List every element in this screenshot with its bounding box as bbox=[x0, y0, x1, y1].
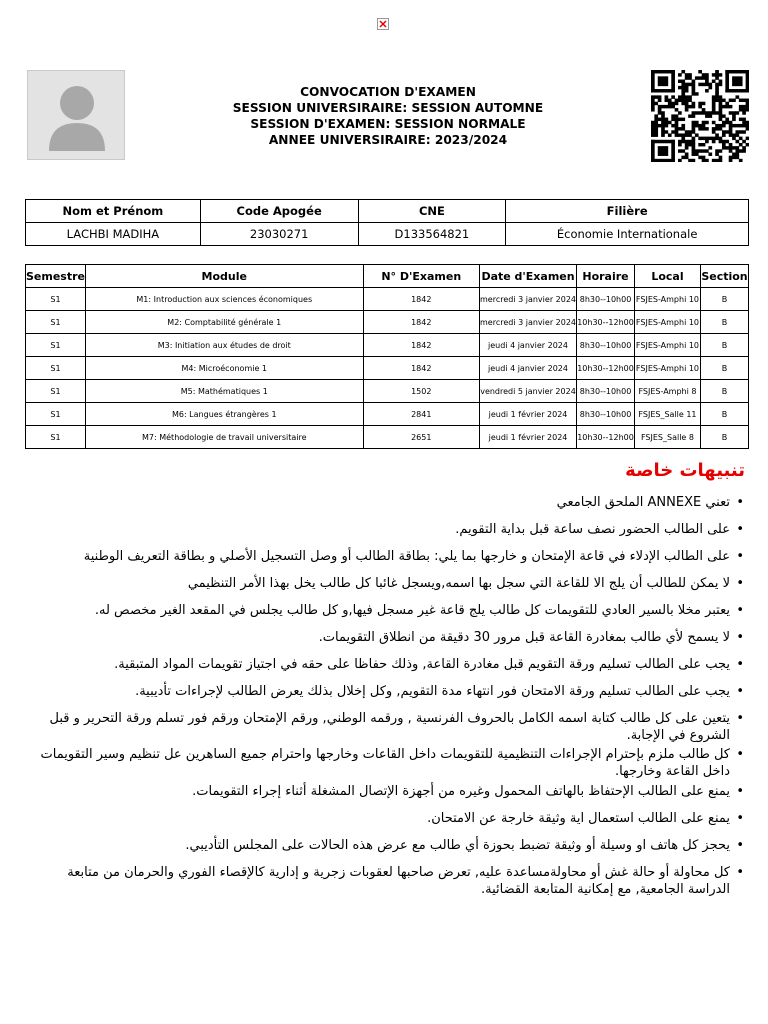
student-code-apogee: 23030271 bbox=[200, 223, 358, 246]
special-notices-title: تنبيهات خاصة bbox=[625, 460, 745, 481]
column-header-section: Section bbox=[700, 265, 748, 288]
notice-item: • على الطالب الحضور نصف ساعة قبل بداية التقويم. bbox=[30, 521, 744, 538]
student-info-header-row bbox=[26, 200, 749, 223]
exam-date: mercredi 3 janvier 2024 bbox=[480, 311, 577, 334]
column-header-code-apogee: Code Apogée bbox=[200, 200, 358, 223]
exam-section: B bbox=[700, 311, 748, 334]
notice-item: • لا يمكن للطالب أن يلج الا للقاعة التي سجل بها اسمه,ويسجل غائبا كل طالب يخل بهذا الأمر التنظيمي bbox=[30, 575, 744, 592]
notice-item: • على الطالب الإدلاء في قاعة الإمتحان و خارجها بما يلي: بطاقة الطالب أو وصل التسجيل الأصلي و بطاقة التعريف الوطنية bbox=[30, 548, 744, 565]
student-info-row bbox=[26, 223, 749, 246]
exam-date: vendredi 5 janvier 2024 bbox=[480, 380, 577, 403]
exam-horaire: 10h30--12h00 bbox=[577, 357, 635, 380]
notice-item: • يمنع على الطالب استعمال اية وثيقة خارجة عن الامتحان. bbox=[30, 810, 744, 827]
avatar-placeholder-icon bbox=[28, 71, 125, 160]
exam-header-row bbox=[26, 265, 749, 288]
column-header-cne: CNE bbox=[358, 200, 506, 223]
column-header-nom: Nom et Prénom bbox=[26, 200, 201, 223]
special-notices-list bbox=[30, 494, 744, 898]
exam-section: B bbox=[700, 357, 748, 380]
student-info-table bbox=[25, 199, 749, 246]
exam-module: M1: Introduction aux sciences économiques bbox=[86, 288, 364, 311]
exam-date: jeudi 4 janvier 2024 bbox=[480, 334, 577, 357]
exam-module: M6: Langues étrangères 1 bbox=[86, 403, 364, 426]
header-annee-universitaire: ANNEE UNIVERSIRAIRE: 2023/2024 bbox=[268, 133, 508, 147]
qr-code bbox=[651, 70, 749, 162]
exam-semestre: S1 bbox=[26, 403, 86, 426]
exam-horaire: 10h30--12h00 bbox=[577, 426, 635, 449]
header-session-universitaire: SESSION UNIVERSIRAIRE: SESSION AUTOMNE bbox=[232, 101, 544, 115]
student-name: LACHBI MADIHA bbox=[26, 223, 201, 246]
exam-section: B bbox=[700, 380, 748, 403]
exam-row bbox=[26, 357, 749, 380]
header-session-examen: SESSION D'EXAMEN: SESSION NORMALE bbox=[250, 117, 526, 131]
exam-numero: 2651 bbox=[363, 426, 479, 449]
exam-row bbox=[26, 426, 749, 449]
exam-local: FSJES-Amphi 10 bbox=[635, 288, 701, 311]
exam-semestre: S1 bbox=[26, 288, 86, 311]
exam-semestre: S1 bbox=[26, 334, 86, 357]
exam-numero: 1842 bbox=[363, 357, 479, 380]
exam-semestre: S1 bbox=[26, 357, 86, 380]
student-filiere: Économie Internationale bbox=[506, 223, 749, 246]
exam-row bbox=[26, 334, 749, 357]
notice-item: • كل طالب ملزم بإحترام الإجراءات التنظيمية للتقويمات داخل القاعات وخارجها واحترام جميع الساهرين عل تنظيم وسير التقويمات داخل القاعة وخارجها. bbox=[30, 746, 744, 780]
column-header-semestre: Semestre bbox=[26, 265, 86, 288]
column-header-horaire: Horaire bbox=[577, 265, 635, 288]
exam-local: FSJES-Amphi 10 bbox=[635, 311, 701, 334]
notice-item: • لا يسمح لأي طالب بمغادرة القاعة قبل مرور 30 دقيقة من انطلاق التقويمات. bbox=[30, 629, 744, 646]
exam-module: M5: Mathématiques 1 bbox=[86, 380, 364, 403]
exam-date: jeudi 1 février 2024 bbox=[480, 426, 577, 449]
exam-schedule-table bbox=[25, 264, 749, 449]
convocation-header bbox=[200, 84, 576, 148]
header-title: CONVOCATION D'EXAMEN bbox=[300, 85, 476, 99]
exam-horaire: 8h30--10h00 bbox=[577, 334, 635, 357]
column-header-module: Module bbox=[86, 265, 364, 288]
exam-local: FSJES_Salle 11 bbox=[635, 403, 701, 426]
exam-horaire: 10h30--12h00 bbox=[577, 311, 635, 334]
exam-row bbox=[26, 288, 749, 311]
exam-local: FSJES-Amphi 10 bbox=[635, 357, 701, 380]
exam-module: M3: Initiation aux études de droit bbox=[86, 334, 364, 357]
exam-semestre: S1 bbox=[26, 380, 86, 403]
exam-horaire: 8h30--10h00 bbox=[577, 288, 635, 311]
exam-horaire: 8h30--10h00 bbox=[577, 403, 635, 426]
notice-item: • يجب على الطالب تسليم ورقة التقويم قبل مغادرة القاعة, وذلك حفاظا على حقه في اجتياز تقويمات المواد المتبقية. bbox=[30, 656, 744, 673]
exam-section: B bbox=[700, 334, 748, 357]
exam-section: B bbox=[700, 426, 748, 449]
exam-section: B bbox=[700, 403, 748, 426]
notice-item: • يجب على الطالب تسليم ورقة الامتحان فور انتهاء مدة التقويم, وكل إخلال بذلك يعرض الطالب لإجراءات تأديبية. bbox=[30, 683, 744, 700]
notice-item: • يحجز كل هاتف او وسيلة أو وثيقة تضبط بحوزة أي طالب مع عرض هذه الحالات على المجلس التأديبي. bbox=[30, 837, 744, 854]
exam-row bbox=[26, 403, 749, 426]
column-header-filiere: Filière bbox=[506, 200, 749, 223]
exam-local: FSJES-Amphi 10 bbox=[635, 334, 701, 357]
exam-module: M4: Microéconomie 1 bbox=[86, 357, 364, 380]
exam-date: jeudi 1 février 2024 bbox=[480, 403, 577, 426]
exam-horaire: 8h30--10h00 bbox=[577, 380, 635, 403]
notice-item: • يعتبر مخلا بالسير العادي للتقويمات كل طالب يلج قاعة غير مسجل فيها,و كل طالب يجلس في المقعد الغير مخصص له. bbox=[30, 602, 744, 619]
exam-row bbox=[26, 380, 749, 403]
exam-module: M7: Méthodologie de travail universitaire bbox=[86, 426, 364, 449]
column-header-local: Local bbox=[635, 265, 701, 288]
exam-date: mercredi 3 janvier 2024 bbox=[480, 288, 577, 311]
notice-item: • يتعين على كل طالب كتابة اسمه الكامل بالحروف الفرنسية , ورقمه الوطني, ورقم الإمتحان ورقم فور تسلم ورقة التحرير و قبل الشروع في الإجابة. bbox=[30, 710, 744, 744]
exam-semestre: S1 bbox=[26, 311, 86, 334]
student-cne: D133564821 bbox=[358, 223, 506, 246]
notice-item: • يمنع على الطالب الإحتفاظ بالهاتف المحمول وغيره من أجهزة الإتصال المشغلة أثناء إجراء التقويمات. bbox=[30, 783, 744, 800]
exam-numero: 1842 bbox=[363, 288, 479, 311]
broken-image-icon bbox=[377, 18, 389, 30]
exam-date: jeudi 4 janvier 2024 bbox=[480, 357, 577, 380]
exam-local: FSJES_Salle 8 bbox=[635, 426, 701, 449]
column-header-date-examen: Date d'Examen bbox=[480, 265, 577, 288]
exam-module: M2: Comptabilité générale 1 bbox=[86, 311, 364, 334]
exam-section: B bbox=[700, 288, 748, 311]
notice-item: • كل محاولة أو حالة غش أو محاولةمساعدة عليه, تعرض صاحبها لعقوبات زجرية و إدارية كالإقصاء الفوري والحرمان من متابعة الدراسة الجامعية, مع إمكانية المتابعة القضائية. bbox=[30, 864, 744, 898]
exam-semestre: S1 bbox=[26, 426, 86, 449]
column-header-numero-examen: N° D'Examen bbox=[363, 265, 479, 288]
notice-item: • تعني ANNEXE الملحق الجامعي bbox=[30, 494, 744, 511]
exam-numero: 2841 bbox=[363, 403, 479, 426]
exam-local: FSJES-Amphi 8 bbox=[635, 380, 701, 403]
exam-row bbox=[26, 311, 749, 334]
student-photo-placeholder bbox=[27, 70, 125, 160]
exam-numero: 1502 bbox=[363, 380, 479, 403]
exam-numero: 1842 bbox=[363, 334, 479, 357]
exam-numero: 1842 bbox=[363, 311, 479, 334]
